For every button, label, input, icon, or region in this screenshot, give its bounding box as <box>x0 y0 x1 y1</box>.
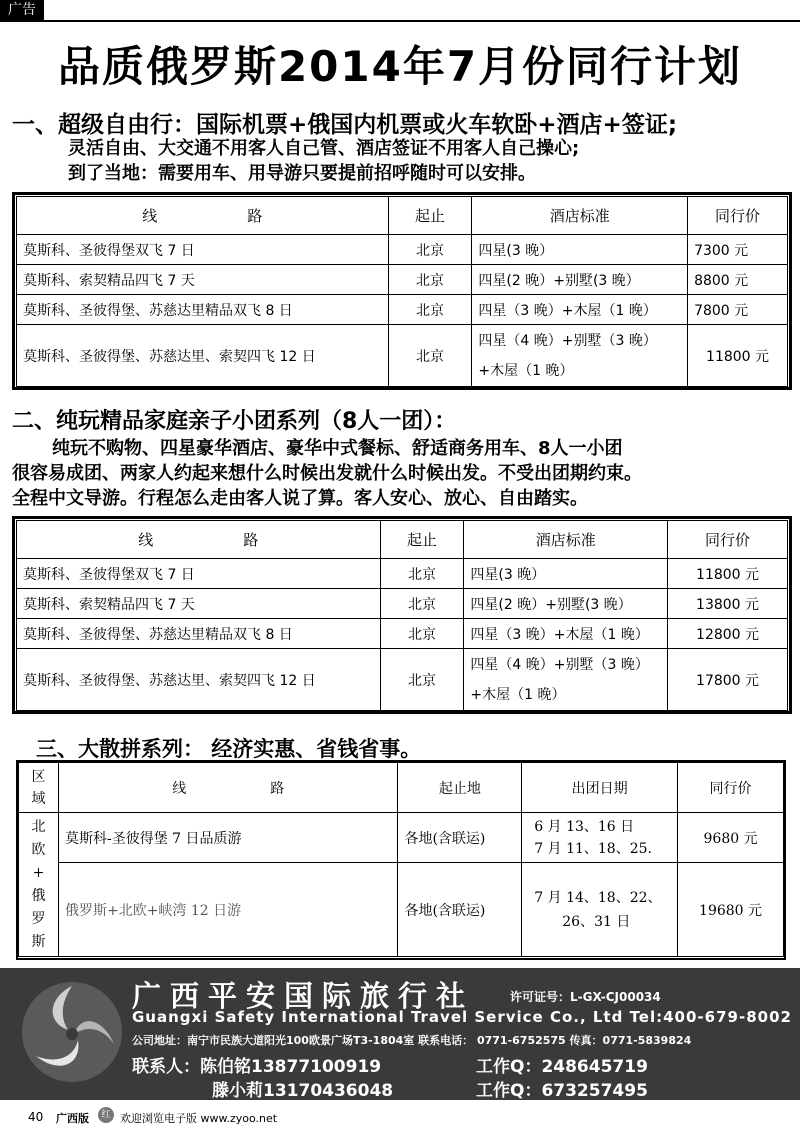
section3-heading: 三、大散拼系列： 经济实惠、省钱省事。 <box>36 737 422 761</box>
header-from: 起止地 <box>398 763 522 813</box>
table-row <box>17 325 788 387</box>
contact-person-1: 联系人：陈伯铭13877100919 <box>132 1057 382 1077</box>
route-cell: 莫斯科、圣彼得堡双飞 7 日 <box>17 235 389 265</box>
table-row <box>19 863 784 957</box>
from-cell: 北京 <box>380 589 464 619</box>
company-address: 公司地址：南宁市民族大道阳光100欧景广场T3-1804室 联系电话： 0771-6752575 传真：0771-5839824 <box>132 1034 692 1047</box>
price-cell: 13800 元 <box>668 589 788 619</box>
table-row <box>17 559 788 589</box>
hotel-cell <box>464 649 668 711</box>
header-price: 同行价 <box>668 521 788 559</box>
section1-line1: 灵活自由、大交通不用客人自己管、酒店签证不用客人自己操心; <box>68 138 580 159</box>
hotel-cell: 四星（3 晚）+木屋（1 晚） <box>472 295 688 325</box>
page-title: 品质俄罗斯2014年7月份同行计划 <box>57 42 743 91</box>
header-route: 线 路 <box>17 197 389 235</box>
hotel-cell: 四星(3 晚） <box>472 235 688 265</box>
header-from: 起止 <box>380 521 464 559</box>
header-from: 起止 <box>388 197 472 235</box>
license-number: 许可证号：L-GX-CJ00034 <box>510 990 661 1004</box>
hotel-line: 四星（4 晚）+别墅（3 晚） <box>470 656 649 673</box>
from-cell: 各地(含联运) <box>398 813 522 863</box>
route-cell: 莫斯科、圣彼得堡、苏慈达里、索契四飞 12 日 <box>17 325 389 387</box>
price-cell: 9680 元 <box>678 813 784 863</box>
company-english: Guangxi Safety International Travel Service Co., Ltd Tel:400-679-8002 <box>132 1008 792 1026</box>
dates-line: 6 月 13、16 日 <box>534 818 635 835</box>
hotel-line: +木屋（1 晚） <box>470 686 566 703</box>
table-row <box>19 813 784 863</box>
price-cell: 8800 元 <box>688 265 788 295</box>
header-dates: 出团日期 <box>522 763 678 813</box>
region-char: 俄 <box>31 887 46 904</box>
from-cell: 北京 <box>380 619 464 649</box>
company-name: 广西平安国际旅行社 <box>132 979 475 1013</box>
route-cell: 莫斯科、圣彼得堡双飞 7 日 <box>17 559 381 589</box>
header-region-line: 区 <box>31 768 46 785</box>
table-row <box>17 649 788 711</box>
region-char: 北 <box>31 818 46 835</box>
price-cell: 19680 元 <box>678 863 784 957</box>
table-row <box>17 295 788 325</box>
edition-label: 广西版 <box>56 1112 89 1125</box>
header-price: 同行价 <box>678 763 784 813</box>
from-cell: 各地(含联运) <box>398 863 522 957</box>
route-cell: 莫斯科、圣彼得堡、苏慈达里精品双飞 8 日 <box>17 619 381 649</box>
from-cell: 北京 <box>388 235 472 265</box>
hotel-line: 四星（4 晚）+别墅（3 晚） <box>478 332 657 349</box>
dates-line: 7 月 11、18、25. <box>534 840 652 857</box>
price-cell: 11800 元 <box>688 325 788 387</box>
section1-heading: 一、超级自由行：国际机票+俄国内机票或火车软卧+酒店+签证; <box>12 112 678 138</box>
region-char: 斯 <box>31 933 46 950</box>
website-note[interactable]: 欢迎浏览电子版 www.zyoo.net <box>120 1112 278 1125</box>
route-cell: 莫斯科-圣彼得堡 7 日品质游 <box>58 813 398 863</box>
price-cell: 11800 元 <box>668 559 788 589</box>
section3-table <box>18 762 784 957</box>
hotel-cell: 四星(3 晚） <box>464 559 668 589</box>
contact-qq-1: 工作Q：248645719 <box>476 1057 648 1077</box>
from-cell: 北京 <box>388 325 472 387</box>
table-row <box>17 235 788 265</box>
table-header-row <box>17 197 788 235</box>
company-footer <box>0 968 800 1100</box>
contact-person-2: 滕小莉13170436048 <box>212 1081 394 1101</box>
page-number: 40 <box>28 1110 44 1124</box>
contact-qq-2: 工作Q：673257495 <box>476 1081 648 1101</box>
table-header-row <box>19 763 784 813</box>
header-hotel: 酒店标准 <box>464 521 668 559</box>
section2-line3: 全程中文导游。行程怎么走由客人说了算。客人安心、放心、自由踏实。 <box>12 488 588 509</box>
hotel-cell: 四星(2 晚）+别墅(3 晚） <box>472 265 688 295</box>
price-cell: 7300 元 <box>688 235 788 265</box>
header-route: 线 路 <box>58 763 398 813</box>
header-route: 线 路 <box>17 521 381 559</box>
price-cell: 12800 元 <box>668 619 788 649</box>
dates-cell <box>522 813 678 863</box>
table-row <box>17 619 788 649</box>
region-char: 罗 <box>31 910 46 927</box>
route-cell: 莫斯科、圣彼得堡、苏慈达里精品双飞 8 日 <box>17 295 389 325</box>
dates-cell <box>522 863 678 957</box>
table-row <box>17 265 788 295</box>
section1-line2: 到了当地：需要用车、用导游只要提前招呼随时可以安排。 <box>68 163 536 184</box>
table-row <box>17 589 788 619</box>
section2-line1: 纯玩不购物、四星豪华酒店、豪华中式餐标、舒适商务用车、8人一小团 <box>52 438 623 459</box>
hotel-line: +木屋（1 晚） <box>478 362 574 379</box>
top-rule <box>0 20 800 22</box>
table-header-row <box>17 521 788 559</box>
edition-badge-icon: 红 <box>98 1107 114 1123</box>
route-cell: 莫斯科、索契精品四飞 7 天 <box>17 265 389 295</box>
dates-line: 7 月 14、18、22、 <box>534 889 662 906</box>
region-char: 欧 <box>31 841 46 858</box>
region-cell <box>19 813 59 957</box>
section2-line2: 很容易成团、两家人约起来想什么时候出发就什么时候出发。不受出团期约束。 <box>12 463 642 484</box>
region-char: + <box>32 864 45 881</box>
from-cell: 北京 <box>388 295 472 325</box>
from-cell: 北京 <box>380 559 464 589</box>
header-region <box>19 763 59 813</box>
from-cell: 北京 <box>388 265 472 295</box>
price-cell: 7800 元 <box>688 295 788 325</box>
price-cell: 17800 元 <box>668 649 788 711</box>
route-cell: 莫斯科、圣彼得堡、苏慈达里、索契四飞 12 日 <box>17 649 381 711</box>
header-price: 同行价 <box>688 197 788 235</box>
route-cell: 俄罗斯+北欧+峡湾 12 日游 <box>58 863 398 957</box>
ad-tag: 广告 <box>0 0 44 21</box>
hotel-cell <box>472 325 688 387</box>
hotel-cell: 四星(2 晚）+别墅(3 晚） <box>464 589 668 619</box>
dates-line: 26、31 日 <box>562 913 631 930</box>
page-footer <box>0 1106 800 1126</box>
section1-table <box>16 196 788 387</box>
from-cell: 北京 <box>380 649 464 711</box>
section2-table <box>16 520 788 711</box>
section2-heading: 二、纯玩精品家庭亲子小团系列（8人一团）： <box>12 409 457 434</box>
hotel-cell: 四星（3 晚）+木屋（1 晚） <box>464 619 668 649</box>
route-cell: 莫斯科、索契精品四飞 7 天 <box>17 589 381 619</box>
header-hotel: 酒店标准 <box>472 197 688 235</box>
header-region-line: 域 <box>31 790 46 807</box>
company-logo-icon <box>18 978 126 1086</box>
